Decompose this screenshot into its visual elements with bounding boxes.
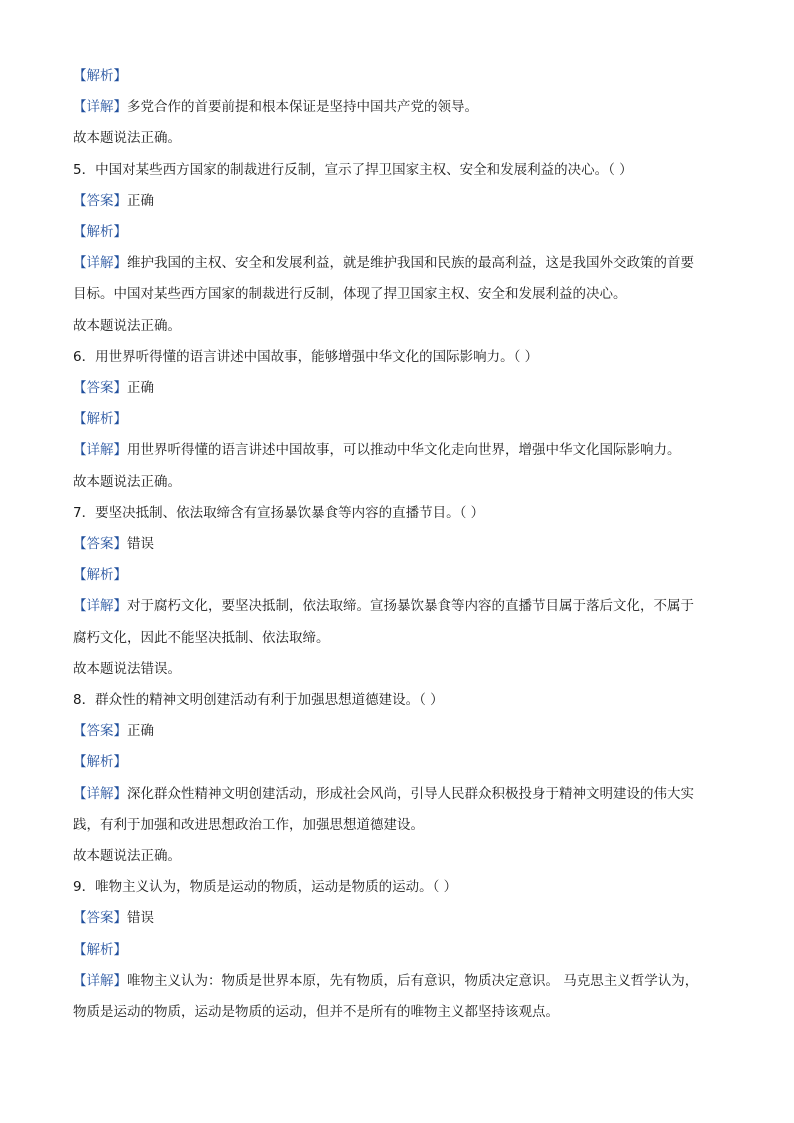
detail-text-continued: 腐朽文化，因此不能坚决抵制、依法取缔。 (73, 629, 330, 646)
analysis-tag: 【解析】 (73, 754, 127, 771)
analysis-heading (73, 66, 733, 86)
question-text: 5．中国对某些西方国家的制裁进行反制，宣示了捍卫国家主权、安全和发展利益的决心。（ ） (73, 161, 633, 178)
conclusion-text: 故本题说法正确。 (73, 848, 181, 864)
detail-line (73, 971, 733, 991)
detail-tag: 【详解】 (73, 442, 127, 459)
analysis-heading (73, 565, 733, 585)
detail-text-continued: 物质是运动的物质，运动是物质的运动，但并不是所有的唯物主义都坚持该观点。 (73, 1004, 559, 1020)
question-line (73, 690, 733, 710)
detail-line (73, 97, 733, 117)
detail-text: 深化群众性精神文明创建活动，形成社会风尚，引导人民群众积极投身于精神文明建设的伟大实 (127, 785, 694, 802)
answer-tag: 【答案】 (73, 192, 127, 209)
detail-text: 用世界听得懂的语言讲述中国故事，可以推动中华文化走向世界，增强中华文化国际影响力。 (127, 442, 681, 459)
question-line (73, 160, 733, 180)
detail-continuation (73, 815, 733, 835)
conclusion-text: 故本题说法正确。 (73, 130, 181, 147)
detail-tag: 【详解】 (73, 598, 127, 615)
question-line (73, 877, 733, 897)
detail-line (73, 440, 733, 460)
analysis-tag: 【解析】 (73, 411, 127, 428)
detail-text-continued: 目标。中国对某些西方国家的制裁进行反制，体现了捍卫国家主权、安全和发展利益的决心。 (73, 286, 627, 303)
answer-line (73, 191, 733, 211)
question-line (73, 503, 733, 523)
detail-line (73, 253, 733, 273)
detail-tag: 【详解】 (73, 972, 127, 989)
conclusion-line (73, 846, 733, 866)
conclusion-text: 故本题说法错误。 (73, 660, 181, 677)
detail-tag: 【详解】 (73, 255, 127, 272)
question-text: 7．要坚决抵制、依法取缔含有宣扬暴饮暴食等内容的直播节目。（ ） (73, 504, 485, 521)
analysis-tag: 【解析】 (73, 941, 127, 958)
analysis-tag: 【解析】 (73, 68, 127, 84)
analysis-tag: 【解析】 (73, 224, 127, 240)
answer-text: 正确 (127, 380, 154, 396)
detail-line (73, 784, 733, 804)
conclusion-line (73, 659, 733, 679)
analysis-heading (73, 940, 733, 960)
detail-text: 多党合作的首要前提和根本保证是坚持中国共产党的领导。 (127, 99, 478, 116)
question-text: 6．用世界听得懂的语言讲述中国故事，能够增强中华文化的国际影响力。（ ） (73, 348, 539, 365)
detail-continuation (73, 628, 733, 648)
detail-text: 维护我国的主权、安全和发展利益，就是维护我国和民族的最高利益，这是我国外交政策的首要 (127, 255, 694, 272)
detail-tag: 【详解】 (73, 99, 127, 116)
detail-continuation (73, 1002, 733, 1022)
conclusion-text: 故本题说法正确。 (73, 473, 181, 490)
answer-text: 正确 (127, 192, 154, 209)
conclusion-line (73, 128, 733, 148)
answer-text: 正确 (127, 723, 154, 740)
detail-continuation (73, 284, 733, 304)
detail-tag: 【详解】 (73, 785, 127, 802)
question-text: 9．唯物主义认为，物质是运动的物质，运动是物质的运动。（ ） (73, 879, 458, 896)
answer-line (73, 721, 733, 741)
analysis-heading (73, 409, 733, 429)
question-line (73, 347, 733, 367)
detail-line (73, 596, 733, 616)
answer-tag: 【答案】 (73, 910, 127, 927)
detail-text: 对于腐朽文化，要坚决抵制，依法取缔。宣扬暴饮暴食等内容的直播节目属于落后文化，不属于 (127, 598, 694, 615)
answer-line (73, 534, 733, 554)
answer-line (73, 908, 733, 928)
answer-text: 错误 (127, 910, 154, 927)
conclusion-text: 故本题说法正确。 (73, 317, 181, 334)
answer-text: 错误 (127, 536, 154, 552)
detail-text-continued: 践，有利于加强和改进思想政治工作，加强思想道德建设。 (73, 816, 424, 833)
conclusion-line (73, 472, 733, 492)
analysis-heading (73, 752, 733, 772)
question-text: 8．群众性的精神文明创建活动有利于加强思想道德建设。（ ） (73, 692, 444, 708)
analysis-heading (73, 222, 733, 242)
answer-tag: 【答案】 (73, 380, 127, 396)
answer-tag: 【答案】 (73, 536, 127, 552)
answer-line (73, 378, 733, 398)
answer-tag: 【答案】 (73, 723, 127, 740)
analysis-tag: 【解析】 (73, 567, 127, 584)
conclusion-line (73, 316, 733, 336)
detail-text: 唯物主义认为：物质是世界本原，先有物质，后有意识，物质决定意识。 马克思主义哲学认为， (127, 972, 699, 989)
